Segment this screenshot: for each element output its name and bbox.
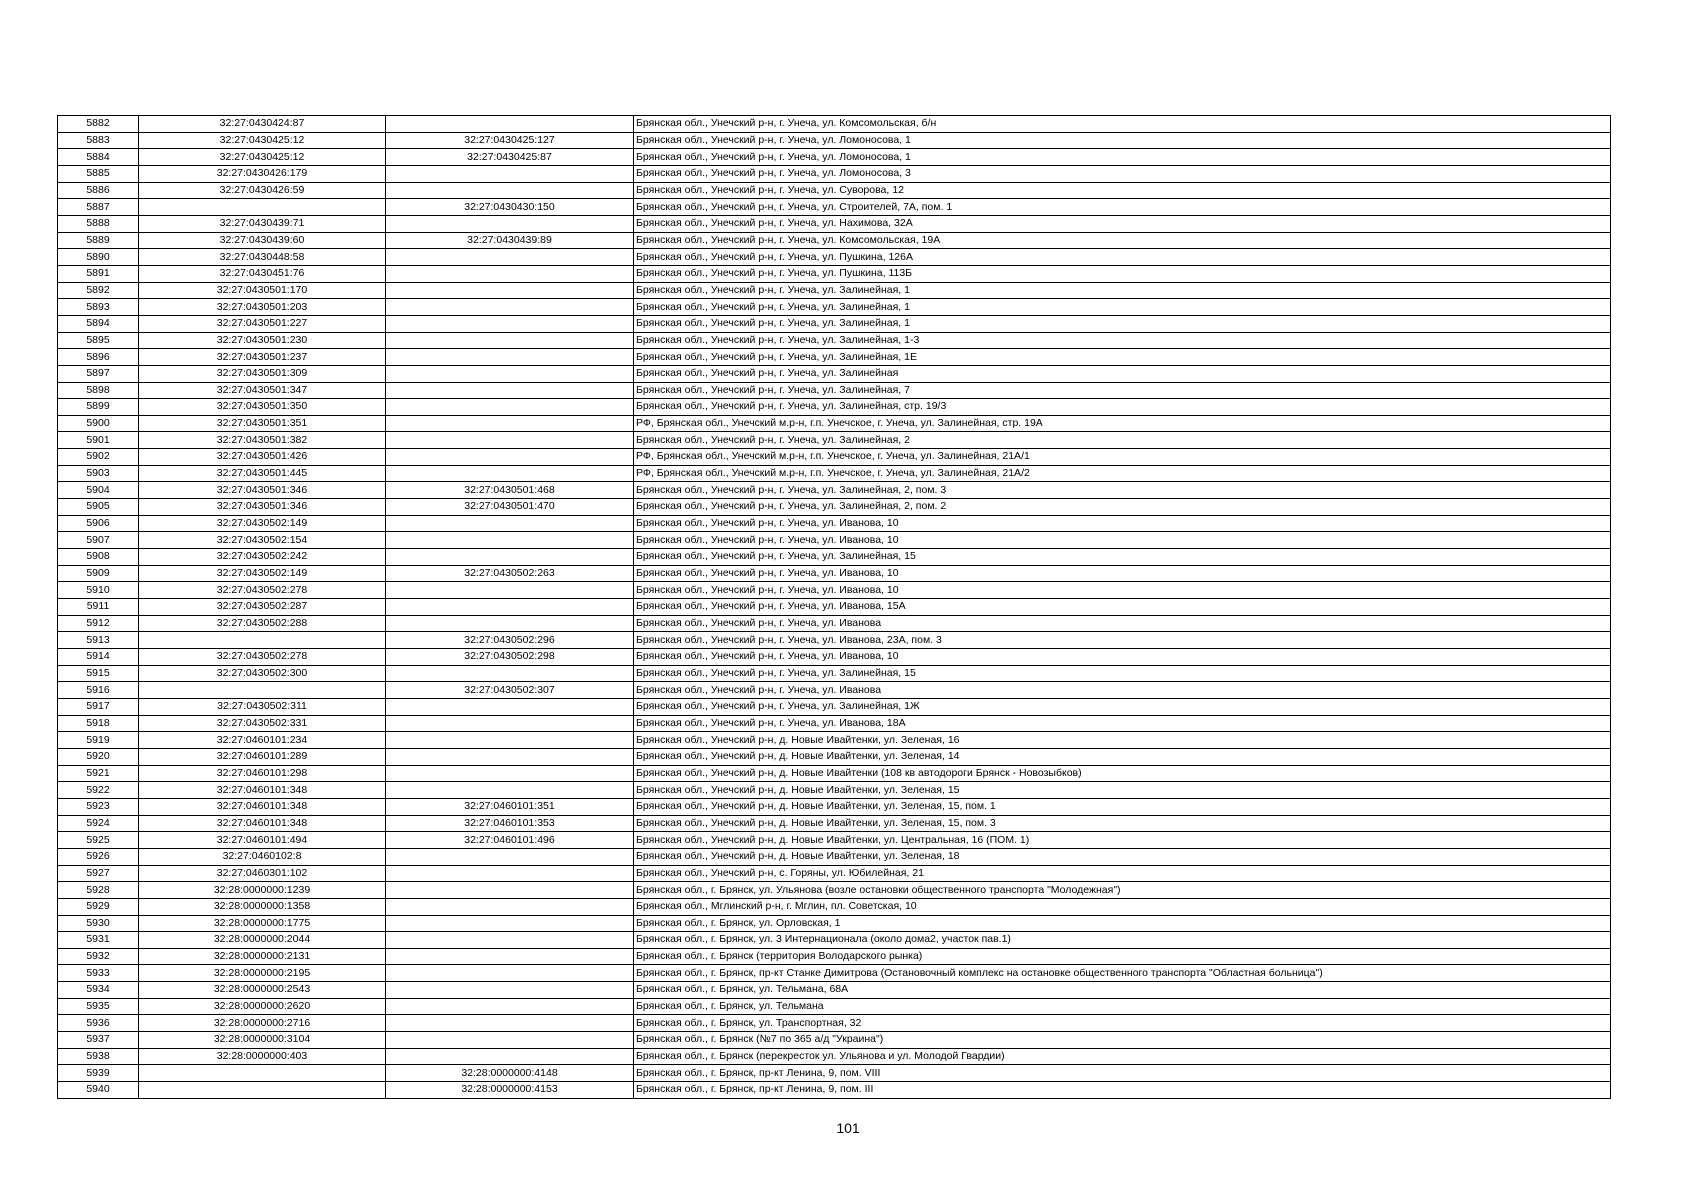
cadastral-number-cell: 32:27:0430501:346 — [139, 482, 386, 499]
row-number-cell: 5905 — [58, 499, 139, 516]
table-row — [58, 332, 1611, 349]
address-cell: Брянская обл., Унечский р-н, г. Унеча, ул. Комсомольская, б/н — [634, 116, 1611, 133]
sub-object-number-cell — [386, 915, 634, 932]
address-cell: Брянская обл., Унечский р-н, г. Унеча, ул. Пушкина, 126А — [634, 249, 1611, 266]
registry-table-body — [58, 116, 1611, 1099]
address-cell: Брянская обл., Унечский р-н, г. Унеча, ул. Залинейная, стр. 19/3 — [634, 399, 1611, 416]
address-cell: Брянская обл., Унечский р-н, с. Горяны, ул. Юбилейная, 21 — [634, 865, 1611, 882]
cadastral-number-cell — [139, 199, 386, 216]
cadastral-number-cell: 32:27:0460301:102 — [139, 865, 386, 882]
row-number-cell: 5916 — [58, 682, 139, 699]
sub-object-number-cell — [386, 532, 634, 549]
address-cell: Брянская обл., Унечский р-н, г. Унеча, ул. Залинейная, 1 — [634, 315, 1611, 332]
cadastral-number-cell: 32:27:0430424:87 — [139, 116, 386, 133]
address-cell: Брянская обл., Унечский р-н, г. Унеча, ул. Залинейная, 2, пом. 3 — [634, 482, 1611, 499]
row-number-cell: 5909 — [58, 565, 139, 582]
address-cell: Брянская обл., г. Брянск, ул. 3 Интернационала (около дома2, участок пав.1) — [634, 932, 1611, 949]
row-number-cell: 5922 — [58, 782, 139, 799]
address-cell: Брянская обл., Унечский р-н, г. Унеча, ул. Иванова, 18А — [634, 715, 1611, 732]
cadastral-number-cell: 32:27:0430502:300 — [139, 665, 386, 682]
sub-object-number-cell — [386, 399, 634, 416]
table-row — [58, 1032, 1611, 1049]
row-number-cell: 5887 — [58, 199, 139, 216]
sub-object-number-cell — [386, 1048, 634, 1065]
table-row — [58, 732, 1611, 749]
cadastral-number-cell — [139, 632, 386, 649]
address-cell: Брянская обл., Унечский р-н, г. Унеча, ул. Пушкина, 113Б — [634, 265, 1611, 282]
row-number-cell: 5932 — [58, 948, 139, 965]
cadastral-number-cell: 32:27:0430448:58 — [139, 249, 386, 266]
sub-object-number-cell — [386, 715, 634, 732]
table-row — [58, 365, 1611, 382]
table-row — [58, 765, 1611, 782]
sub-object-number-cell: 32:27:0460101:353 — [386, 815, 634, 832]
table-row — [58, 465, 1611, 482]
address-cell: РФ, Брянская обл., Унечский м.р-н, г.п. Унечское, г. Унеча, ул. Залинейная, стр. 19А — [634, 415, 1611, 432]
address-cell: Брянская обл., Унечский р-н, г. Унеча, ул. Залинейная, 1 — [634, 299, 1611, 316]
address-cell: Брянская обл., Унечский р-н, д. Новые Ивайтенки, ул. Центральная, 16 (ПОМ. 1) — [634, 832, 1611, 849]
cadastral-number-cell: 32:27:0430501:351 — [139, 415, 386, 432]
table-row — [58, 599, 1611, 616]
table-row — [58, 1048, 1611, 1065]
table-row — [58, 1065, 1611, 1082]
cadastral-number-cell: 32:27:0430502:311 — [139, 698, 386, 715]
address-cell: Брянская обл., Унечский р-н, г. Унеча, ул. Иванова, 10 — [634, 515, 1611, 532]
registry-table — [57, 115, 1611, 1099]
table-row — [58, 682, 1611, 699]
sub-object-number-cell — [386, 465, 634, 482]
address-cell: Брянская обл., Унечский р-н, г. Унеча, ул. Ломоносова, 1 — [634, 149, 1611, 166]
cadastral-number-cell: 32:27:0430502:149 — [139, 515, 386, 532]
sub-object-number-cell — [386, 382, 634, 399]
address-cell: Брянская обл., Унечский р-н, д. Новые Ивайтенки, ул. Зеленая, 15, пом. 3 — [634, 815, 1611, 832]
row-number-cell: 5891 — [58, 265, 139, 282]
table-row — [58, 199, 1611, 216]
table-row — [58, 315, 1611, 332]
table-row — [58, 932, 1611, 949]
sub-object-number-cell — [386, 882, 634, 899]
address-cell: Брянская обл., г. Брянск, пр-кт Ленина, 9, пом. VIII — [634, 1065, 1611, 1082]
address-cell: Брянская обл., Унечский р-н, г. Унеча, ул. Залинейная, 1-3 — [634, 332, 1611, 349]
table-row — [58, 965, 1611, 982]
cadastral-number-cell: 32:27:0460101:298 — [139, 765, 386, 782]
table-row — [58, 399, 1611, 416]
cadastral-number-cell: 32:27:0430502:287 — [139, 599, 386, 616]
row-number-cell: 5884 — [58, 149, 139, 166]
table-row — [58, 832, 1611, 849]
row-number-cell: 5893 — [58, 299, 139, 316]
sub-object-number-cell — [386, 865, 634, 882]
row-number-cell: 5894 — [58, 315, 139, 332]
cadastral-number-cell: 32:27:0460101:494 — [139, 832, 386, 849]
sub-object-number-cell — [386, 998, 634, 1015]
row-number-cell: 5910 — [58, 582, 139, 599]
row-number-cell: 5938 — [58, 1048, 139, 1065]
cadastral-number-cell: 32:28:0000000:2044 — [139, 932, 386, 949]
row-number-cell: 5925 — [58, 832, 139, 849]
cadastral-number-cell — [139, 1082, 386, 1099]
row-number-cell: 5935 — [58, 998, 139, 1015]
row-number-cell: 5892 — [58, 282, 139, 299]
sub-object-number-cell — [386, 282, 634, 299]
cadastral-number-cell — [139, 682, 386, 699]
address-cell: Брянская обл., Унечский р-н, г. Унеча, ул. Комсомольская, 19А — [634, 232, 1611, 249]
sub-object-number-cell: 32:27:0430502:298 — [386, 649, 634, 666]
row-number-cell: 5896 — [58, 349, 139, 366]
table-row — [58, 299, 1611, 316]
row-number-cell: 5890 — [58, 249, 139, 266]
sub-object-number-cell: 32:27:0460101:351 — [386, 798, 634, 815]
sub-object-number-cell — [386, 1032, 634, 1049]
row-number-cell: 5924 — [58, 815, 139, 832]
address-cell: Брянская обл., г. Брянск, пр-кт Станке Димитрова (Остановочный комплекс на остановке общественного транспорта "Областная больница") — [634, 965, 1611, 982]
sub-object-number-cell — [386, 665, 634, 682]
table-row — [58, 165, 1611, 182]
sub-object-number-cell — [386, 982, 634, 999]
cadastral-number-cell: 32:27:0460102:8 — [139, 848, 386, 865]
row-number-cell: 5927 — [58, 865, 139, 882]
row-number-cell: 5931 — [58, 932, 139, 949]
address-cell: Брянская обл., Унечский р-н, г. Унеча, ул. Залинейная, 1 — [634, 282, 1611, 299]
address-cell: Брянская обл., Унечский р-н, г. Унеча, ул. Залинейная, 15 — [634, 549, 1611, 566]
table-row — [58, 499, 1611, 516]
row-number-cell: 5913 — [58, 632, 139, 649]
cadastral-number-cell: 32:28:0000000:3104 — [139, 1032, 386, 1049]
sub-object-number-cell — [386, 432, 634, 449]
cadastral-number-cell: 32:27:0430501:309 — [139, 365, 386, 382]
sub-object-number-cell — [386, 299, 634, 316]
cadastral-number-cell: 32:27:0460101:348 — [139, 782, 386, 799]
address-cell: Брянская обл., Унечский р-н, г. Унеча, ул. Залинейная, 1Ж — [634, 698, 1611, 715]
address-cell: Брянская обл., Унечский р-н, д. Новые Ивайтенки, ул. Зеленая, 15 — [634, 782, 1611, 799]
cadastral-number-cell: 32:27:0430501:237 — [139, 349, 386, 366]
cadastral-number-cell: 32:28:0000000:2620 — [139, 998, 386, 1015]
table-row — [58, 698, 1611, 715]
sub-object-number-cell — [386, 515, 634, 532]
sub-object-number-cell — [386, 732, 634, 749]
address-cell: Брянская обл., Унечский р-н, г. Унеча, ул. Залинейная, 15 — [634, 665, 1611, 682]
sub-object-number-cell — [386, 582, 634, 599]
row-number-cell: 5919 — [58, 732, 139, 749]
table-row — [58, 915, 1611, 932]
address-cell: Брянская обл., Унечский р-н, г. Унеча, ул. Иванова — [634, 682, 1611, 699]
page-number: 101 — [836, 1120, 860, 1136]
sub-object-number-cell — [386, 965, 634, 982]
address-cell: Брянская обл., Унечский р-н, г. Унеча, ул. Суворова, 12 — [634, 182, 1611, 199]
sub-object-number-cell: 32:27:0460101:496 — [386, 832, 634, 849]
sub-object-number-cell: 32:28:0000000:4148 — [386, 1065, 634, 1082]
row-number-cell: 5882 — [58, 116, 139, 133]
row-number-cell: 5883 — [58, 132, 139, 149]
row-number-cell: 5921 — [58, 765, 139, 782]
sub-object-number-cell — [386, 932, 634, 949]
sub-object-number-cell: 32:27:0430502:263 — [386, 565, 634, 582]
table-row — [58, 482, 1611, 499]
sub-object-number-cell — [386, 349, 634, 366]
address-cell: Брянская обл., Унечский р-н, г. Унеча, ул. Иванова, 10 — [634, 565, 1611, 582]
table-row — [58, 282, 1611, 299]
sub-object-number-cell — [386, 415, 634, 432]
sub-object-number-cell — [386, 365, 634, 382]
sub-object-number-cell: 32:27:0430430:150 — [386, 199, 634, 216]
table-row — [58, 116, 1611, 133]
sub-object-number-cell: 32:27:0430502:296 — [386, 632, 634, 649]
sub-object-number-cell: 32:27:0430425:127 — [386, 132, 634, 149]
row-number-cell: 5914 — [58, 649, 139, 666]
address-cell: Брянская обл., Унечский р-н, г. Унеча, ул. Иванова, 15А — [634, 599, 1611, 616]
table-row — [58, 432, 1611, 449]
sub-object-number-cell — [386, 249, 634, 266]
address-cell: Брянская обл., Унечский р-н, г. Унеча, ул. Иванова — [634, 615, 1611, 632]
cadastral-number-cell: 32:27:0430502:242 — [139, 549, 386, 566]
sub-object-number-cell — [386, 765, 634, 782]
table-row — [58, 549, 1611, 566]
row-number-cell: 5918 — [58, 715, 139, 732]
table-row — [58, 748, 1611, 765]
table-row — [58, 132, 1611, 149]
cadastral-number-cell: 32:27:0430426:179 — [139, 165, 386, 182]
address-cell: Брянская обл., Унечский р-н, г. Унеча, ул. Залинейная, 2 — [634, 432, 1611, 449]
row-number-cell: 5889 — [58, 232, 139, 249]
cadastral-number-cell: 32:28:0000000:1358 — [139, 898, 386, 915]
address-cell: Брянская обл., Унечский р-н, г. Унеча, ул. Иванова, 10 — [634, 532, 1611, 549]
sub-object-number-cell — [386, 449, 634, 466]
row-number-cell: 5936 — [58, 1015, 139, 1032]
address-cell: Брянская обл., Унечский р-н, д. Новые Ивайтенки, ул. Зеленая, 16 — [634, 732, 1611, 749]
cadastral-number-cell: 32:27:0430501:170 — [139, 282, 386, 299]
row-number-cell: 5926 — [58, 848, 139, 865]
address-cell: Брянская обл., Унечский р-н, г. Унеча, ул. Иванова, 10 — [634, 649, 1611, 666]
sub-object-number-cell — [386, 165, 634, 182]
row-number-cell: 5912 — [58, 615, 139, 632]
sub-object-number-cell: 32:27:0430439:89 — [386, 232, 634, 249]
table-row — [58, 898, 1611, 915]
cadastral-number-cell: 32:27:0430501:227 — [139, 315, 386, 332]
table-row — [58, 865, 1611, 882]
table-row — [58, 798, 1611, 815]
table-row — [58, 515, 1611, 532]
sub-object-number-cell — [386, 599, 634, 616]
table-row — [58, 349, 1611, 366]
cadastral-number-cell: 32:28:0000000:1775 — [139, 915, 386, 932]
table-row — [58, 382, 1611, 399]
address-cell: Брянская обл., г. Брянск, пр-кт Ленина, 9, пом. III — [634, 1082, 1611, 1099]
cadastral-number-cell: 32:27:0430502:278 — [139, 649, 386, 666]
address-cell: Брянская обл., Унечский р-н, г. Унеча, ул. Ломоносова, 1 — [634, 132, 1611, 149]
address-cell: Брянская обл., Унечский р-н, г. Унеча, ул. Залинейная, 7 — [634, 382, 1611, 399]
table-row — [58, 249, 1611, 266]
table-row — [58, 998, 1611, 1015]
cadastral-number-cell: 32:28:0000000:1239 — [139, 882, 386, 899]
table-row — [58, 1082, 1611, 1099]
cadastral-number-cell: 32:27:0460101:348 — [139, 798, 386, 815]
table-row — [58, 265, 1611, 282]
sub-object-number-cell — [386, 215, 634, 232]
row-number-cell: 5886 — [58, 182, 139, 199]
row-number-cell: 5903 — [58, 465, 139, 482]
row-number-cell: 5930 — [58, 915, 139, 932]
cadastral-number-cell: 32:27:0460101:289 — [139, 748, 386, 765]
table-row — [58, 582, 1611, 599]
sub-object-number-cell: 32:27:0430502:307 — [386, 682, 634, 699]
row-number-cell: 5933 — [58, 965, 139, 982]
sub-object-number-cell — [386, 182, 634, 199]
cadastral-number-cell: 32:27:0430501:347 — [139, 382, 386, 399]
row-number-cell: 5897 — [58, 365, 139, 382]
row-number-cell: 5895 — [58, 332, 139, 349]
row-number-cell: 5934 — [58, 982, 139, 999]
row-number-cell: 5940 — [58, 1082, 139, 1099]
table-row — [58, 149, 1611, 166]
sub-object-number-cell: 32:27:0430425:87 — [386, 149, 634, 166]
address-cell: РФ, Брянская обл., Унечский м.р-н, г.п. Унечское, г. Унеча, ул. Залинейная, 21А/1 — [634, 449, 1611, 466]
cadastral-number-cell: 32:28:0000000:2716 — [139, 1015, 386, 1032]
sub-object-number-cell — [386, 332, 634, 349]
cadastral-number-cell — [139, 1065, 386, 1082]
cadastral-number-cell: 32:27:0430501:445 — [139, 465, 386, 482]
cadastral-number-cell: 32:27:0430501:346 — [139, 499, 386, 516]
address-cell: Брянская обл., г. Брянск (перекресток ул. Ульянова и ул. Молодой Гвардии) — [634, 1048, 1611, 1065]
table-row — [58, 665, 1611, 682]
table-row — [58, 565, 1611, 582]
table-row — [58, 782, 1611, 799]
sub-object-number-cell — [386, 698, 634, 715]
cadastral-number-cell: 32:27:0430425:12 — [139, 132, 386, 149]
row-number-cell: 5902 — [58, 449, 139, 466]
address-cell: Брянская обл., Унечский р-н, г. Унеча, ул. Залинейная, 2, пом. 2 — [634, 499, 1611, 516]
address-cell: Брянская обл., г. Брянск, ул. Ульянова (возле остановки общественного транспорта "Молодежная") — [634, 882, 1611, 899]
row-number-cell: 5907 — [58, 532, 139, 549]
row-number-cell: 5939 — [58, 1065, 139, 1082]
address-cell: Брянская обл., Унечский р-н, д. Новые Ивайтенки, ул. Зеленая, 14 — [634, 748, 1611, 765]
sub-object-number-cell — [386, 898, 634, 915]
address-cell: Брянская обл., Унечский р-н, г. Унеча, ул. Ломоносова, 3 — [634, 165, 1611, 182]
cadastral-number-cell: 32:27:0430501:350 — [139, 399, 386, 416]
address-cell: Брянская обл., г. Брянск, ул. Орловская, 1 — [634, 915, 1611, 932]
table-row — [58, 615, 1611, 632]
address-cell: Брянская обл., Унечский р-н, г. Унеча, ул. Залинейная, 1Е — [634, 349, 1611, 366]
address-cell: РФ, Брянская обл., Унечский м.р-н, г.п. Унечское, г. Унеча, ул. Залинейная, 21А/2 — [634, 465, 1611, 482]
cadastral-number-cell: 32:27:0430502:288 — [139, 615, 386, 632]
cadastral-number-cell: 32:28:0000000:2195 — [139, 965, 386, 982]
table-row — [58, 532, 1611, 549]
row-number-cell: 5923 — [58, 798, 139, 815]
cadastral-number-cell: 32:27:0430502:149 — [139, 565, 386, 582]
row-number-cell: 5900 — [58, 415, 139, 432]
cadastral-number-cell: 32:28:0000000:403 — [139, 1048, 386, 1065]
row-number-cell: 5928 — [58, 882, 139, 899]
row-number-cell: 5917 — [58, 698, 139, 715]
address-cell: Брянская обл., Унечский р-н, г. Унеча, ул. Строителей, 7А, пом. 1 — [634, 199, 1611, 216]
sub-object-number-cell — [386, 615, 634, 632]
sub-object-number-cell — [386, 948, 634, 965]
address-cell: Брянская обл., Унечский р-н, д. Новые Ивайтенки, ул. Зеленая, 18 — [634, 848, 1611, 865]
sub-object-number-cell — [386, 315, 634, 332]
row-number-cell: 5904 — [58, 482, 139, 499]
row-number-cell: 5915 — [58, 665, 139, 682]
cadastral-number-cell: 32:27:0430502:331 — [139, 715, 386, 732]
cadastral-number-cell: 32:27:0430502:154 — [139, 532, 386, 549]
cadastral-number-cell: 32:27:0430501:426 — [139, 449, 386, 466]
row-number-cell: 5898 — [58, 382, 139, 399]
row-number-cell: 5888 — [58, 215, 139, 232]
cadastral-number-cell: 32:27:0430451:76 — [139, 265, 386, 282]
sub-object-number-cell: 32:27:0430501:468 — [386, 482, 634, 499]
table-row — [58, 882, 1611, 899]
row-number-cell: 5920 — [58, 748, 139, 765]
cadastral-number-cell: 32:27:0460101:348 — [139, 815, 386, 832]
row-number-cell: 5901 — [58, 432, 139, 449]
row-number-cell: 5908 — [58, 549, 139, 566]
address-cell: Брянская обл., г. Брянск (территория Володарского рынка) — [634, 948, 1611, 965]
table-row — [58, 848, 1611, 865]
sub-object-number-cell: 32:27:0430501:470 — [386, 499, 634, 516]
cadastral-number-cell: 32:27:0430439:60 — [139, 232, 386, 249]
row-number-cell: 5906 — [58, 515, 139, 532]
address-cell: Брянская обл., Унечский р-н, г. Унеча, ул. Иванова, 23А, пом. 3 — [634, 632, 1611, 649]
row-number-cell: 5929 — [58, 898, 139, 915]
row-number-cell: 5911 — [58, 599, 139, 616]
address-cell: Брянская обл., Унечский р-н, д. Новые Ивайтенки, ул. Зеленая, 15, пом. 1 — [634, 798, 1611, 815]
address-cell: Брянская обл., Унечский р-н, г. Унеча, ул. Нахимова, 32А — [634, 215, 1611, 232]
table-row — [58, 649, 1611, 666]
table-row — [58, 449, 1611, 466]
cadastral-number-cell: 32:27:0430501:230 — [139, 332, 386, 349]
sub-object-number-cell — [386, 782, 634, 799]
sub-object-number-cell — [386, 1015, 634, 1032]
cadastral-number-cell: 32:27:0430425:12 — [139, 149, 386, 166]
address-cell: Брянская обл., г. Брянск, ул. Тельмана, 68А — [634, 982, 1611, 999]
cadastral-number-cell: 32:27:0430439:71 — [139, 215, 386, 232]
address-cell: Брянская обл., г. Брянск, ул. Транспортная, 32 — [634, 1015, 1611, 1032]
sub-object-number-cell — [386, 748, 634, 765]
cadastral-number-cell: 32:27:0430501:203 — [139, 299, 386, 316]
table-row — [58, 948, 1611, 965]
sub-object-number-cell — [386, 265, 634, 282]
cadastral-number-cell: 32:27:0430501:382 — [139, 432, 386, 449]
address-cell: Брянская обл., Унечский р-н, г. Унеча, ул. Залинейная — [634, 365, 1611, 382]
table-row — [58, 182, 1611, 199]
cadastral-number-cell: 32:27:0430426:59 — [139, 182, 386, 199]
address-cell: Брянская обл., г. Брянск (№7 по 365 а/д "Украина") — [634, 1032, 1611, 1049]
sub-object-number-cell — [386, 848, 634, 865]
sub-object-number-cell — [386, 549, 634, 566]
row-number-cell: 5937 — [58, 1032, 139, 1049]
table-row — [58, 632, 1611, 649]
table-row — [58, 715, 1611, 732]
table-row — [58, 232, 1611, 249]
row-number-cell: 5885 — [58, 165, 139, 182]
cadastral-number-cell: 32:27:0430502:278 — [139, 582, 386, 599]
cadastral-number-cell: 32:28:0000000:2543 — [139, 982, 386, 999]
table-row — [58, 1015, 1611, 1032]
table-row — [58, 982, 1611, 999]
cadastral-number-cell: 32:27:0460101:234 — [139, 732, 386, 749]
table-row — [58, 215, 1611, 232]
table-row — [58, 815, 1611, 832]
address-cell: Брянская обл., Унечский р-н, г. Унеча, ул. Иванова, 10 — [634, 582, 1611, 599]
sub-object-number-cell: 32:28:0000000:4153 — [386, 1082, 634, 1099]
address-cell: Брянская обл., г. Брянск, ул. Тельмана — [634, 998, 1611, 1015]
address-cell: Брянская обл., Унечский р-н, д. Новые Ивайтенки (108 кв автодороги Брянск - Новозыбков) — [634, 765, 1611, 782]
sub-object-number-cell — [386, 116, 634, 133]
row-number-cell: 5899 — [58, 399, 139, 416]
cadastral-number-cell: 32:28:0000000:2131 — [139, 948, 386, 965]
address-cell: Брянская обл., Мглинский р-н, г. Мглин, пл. Советская, 10 — [634, 898, 1611, 915]
table-row — [58, 415, 1611, 432]
